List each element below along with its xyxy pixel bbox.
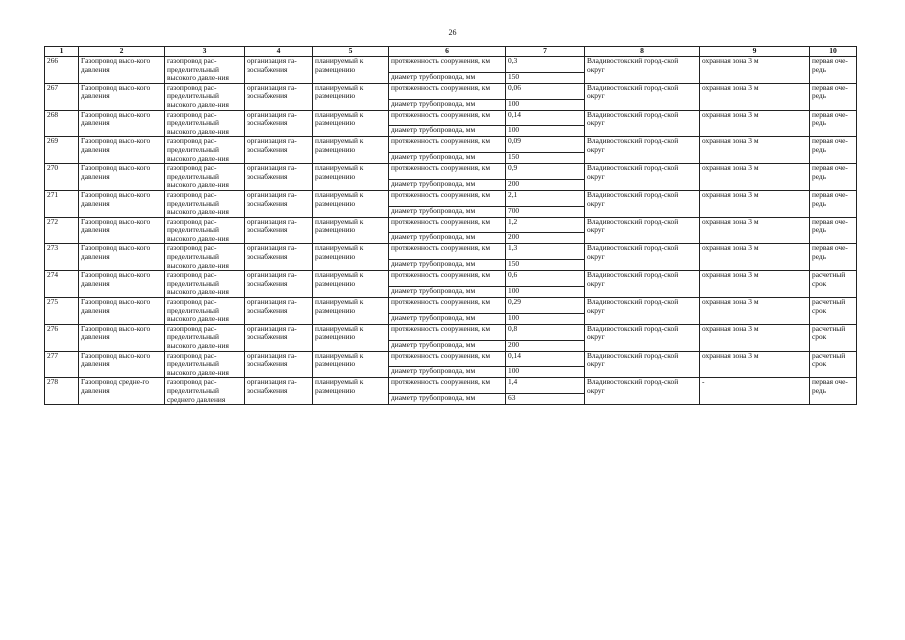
parameter-value-cell: 200	[506, 233, 585, 244]
zone-cell: охранная зона 3 м	[700, 351, 810, 378]
parameter-name-cell: протяженность сооружения, км	[389, 83, 506, 99]
parameter-value-cell: 1,3	[506, 244, 585, 260]
parameter-value-cell: 100	[506, 99, 585, 110]
header-cell: 2	[79, 47, 165, 57]
parameter-value-cell: 0,6	[506, 271, 585, 287]
table-row	[45, 137, 857, 153]
object-type-cell: газопровод рас-пределительный высокого давле-ния	[165, 351, 245, 378]
zone-cell: охранная зона 3 м	[700, 244, 810, 271]
parameter-value-cell: 2,1	[506, 190, 585, 206]
object-name-cell: Газопровод высо-кого давления	[79, 57, 165, 84]
status-cell: планируемый к размещению	[313, 244, 389, 271]
table-row	[45, 324, 857, 340]
parameter-value-cell: 0,14	[506, 351, 585, 367]
location-cell: Владивостокский город-ской округ	[585, 190, 700, 217]
location-cell: Владивостокский город-ской округ	[585, 83, 700, 110]
parameter-name-cell: протяженность сооружения, км	[389, 164, 506, 180]
row-number-cell: 275	[45, 298, 79, 325]
status-cell: планируемый к размещению	[313, 298, 389, 325]
parameter-value-cell: 0,8	[506, 324, 585, 340]
row-number-cell: 276	[45, 324, 79, 351]
organization-cell: организация га-зоснабжения	[245, 351, 313, 378]
status-cell: планируемый к размещению	[313, 83, 389, 110]
organization-cell: организация га-зоснабжения	[245, 324, 313, 351]
parameter-name-cell: диаметр трубопровода, мм	[389, 99, 506, 110]
parameter-name-cell: диаметр трубопровода, мм	[389, 153, 506, 164]
parameter-name-cell: диаметр трубопровода, мм	[389, 179, 506, 190]
table-row	[45, 244, 857, 260]
parameter-name-cell: диаметр трубопровода, мм	[389, 394, 506, 405]
parameter-value-cell: 0,9	[506, 164, 585, 180]
organization-cell: организация га-зоснабжения	[245, 83, 313, 110]
row-number-cell: 273	[45, 244, 79, 271]
table-row	[45, 217, 857, 233]
parameter-value-cell: 0,3	[506, 57, 585, 73]
zone-cell: охранная зона 3 м	[700, 298, 810, 325]
parameter-value-cell: 100	[506, 126, 585, 137]
organization-cell: организация га-зоснабжения	[245, 137, 313, 164]
zone-cell: -	[700, 378, 810, 405]
header-cell: 1	[45, 47, 79, 57]
table-row	[45, 83, 857, 99]
organization-cell: организация га-зоснабжения	[245, 378, 313, 405]
header-cell: 9	[700, 47, 810, 57]
parameter-value-cell: 1,2	[506, 217, 585, 233]
row-number-cell: 277	[45, 351, 79, 378]
location-cell: Владивостокский город-ской округ	[585, 164, 700, 191]
zone-cell: охранная зона 3 м	[700, 83, 810, 110]
header-cell: 5	[313, 47, 389, 57]
parameter-value-cell: 150	[506, 153, 585, 164]
object-name-cell: Газопровод высо-кого давления	[79, 351, 165, 378]
location-cell: Владивостокский город-ской округ	[585, 271, 700, 298]
status-cell: планируемый к размещению	[313, 57, 389, 84]
zone-cell: охранная зона 3 м	[700, 164, 810, 191]
row-number-cell: 274	[45, 271, 79, 298]
table-row	[45, 110, 857, 126]
parameter-value-cell: 0,06	[506, 83, 585, 99]
header-cell: 7	[506, 47, 585, 57]
object-name-cell: Газопровод высо-кого давления	[79, 217, 165, 244]
object-type-cell: газопровод рас-пределительный высокого давле-ния	[165, 57, 245, 84]
status-cell: планируемый к размещению	[313, 271, 389, 298]
object-type-cell: газопровод рас-пределительный высокого давле-ния	[165, 244, 245, 271]
zone-cell: охранная зона 3 м	[700, 217, 810, 244]
object-type-cell: газопровод рас-пределительный высокого давле-ния	[165, 83, 245, 110]
row-number-cell: 269	[45, 137, 79, 164]
row-number-cell: 270	[45, 164, 79, 191]
zone-cell: охранная зона 3 м	[700, 271, 810, 298]
status-cell: планируемый к размещению	[313, 190, 389, 217]
parameter-name-cell: протяженность сооружения, км	[389, 190, 506, 206]
parameter-name-cell: протяженность сооружения, км	[389, 137, 506, 153]
object-name-cell: Газопровод средне-го давления	[79, 378, 165, 405]
organization-cell: организация га-зоснабжения	[245, 164, 313, 191]
organization-cell: организация га-зоснабжения	[245, 298, 313, 325]
parameter-value-cell: 0,14	[506, 110, 585, 126]
parameter-name-cell: протяженность сооружения, км	[389, 378, 506, 394]
parameter-value-cell: 150	[506, 72, 585, 83]
term-cell: первая оче-редь	[810, 244, 857, 271]
organization-cell: организация га-зоснабжения	[245, 190, 313, 217]
status-cell: планируемый к размещению	[313, 324, 389, 351]
parameter-value-cell: 1,4	[506, 378, 585, 394]
term-cell: расчетный срок	[810, 351, 857, 378]
term-cell: первая оче-редь	[810, 217, 857, 244]
object-type-cell: газопровод рас-пределительный высокого давле-ния	[165, 324, 245, 351]
row-number-cell: 271	[45, 190, 79, 217]
parameter-name-cell: диаметр трубопровода, мм	[389, 367, 506, 378]
object-type-cell: газопровод рас-пределительный высокого давле-ния	[165, 271, 245, 298]
status-cell: планируемый к размещению	[313, 137, 389, 164]
location-cell: Владивостокский город-ской округ	[585, 298, 700, 325]
table-header-row	[45, 47, 857, 57]
object-name-cell: Газопровод высо-кого давления	[79, 110, 165, 137]
table-row	[45, 190, 857, 206]
parameter-name-cell: протяженность сооружения, км	[389, 324, 506, 340]
table-row	[45, 298, 857, 314]
object-name-cell: Газопровод высо-кого давления	[79, 190, 165, 217]
parameter-name-cell: диаметр трубопровода, мм	[389, 206, 506, 217]
object-name-cell: Газопровод высо-кого давления	[79, 298, 165, 325]
row-number-cell: 267	[45, 83, 79, 110]
object-name-cell: Газопровод высо-кого давления	[79, 324, 165, 351]
term-cell: расчетный срок	[810, 271, 857, 298]
parameter-value-cell: 0,29	[506, 298, 585, 314]
parameter-value-cell: 700	[506, 206, 585, 217]
zone-cell: охранная зона 3 м	[700, 324, 810, 351]
parameter-value-cell: 100	[506, 313, 585, 324]
object-name-cell: Газопровод высо-кого давления	[79, 164, 165, 191]
term-cell: первая оче-редь	[810, 190, 857, 217]
parameter-name-cell: протяженность сооружения, км	[389, 271, 506, 287]
parameter-name-cell: диаметр трубопровода, мм	[389, 126, 506, 137]
header-cell: 3	[165, 47, 245, 57]
status-cell: планируемый к размещению	[313, 164, 389, 191]
table-row	[45, 351, 857, 367]
parameter-name-cell: диаметр трубопровода, мм	[389, 340, 506, 351]
status-cell: планируемый к размещению	[313, 217, 389, 244]
object-type-cell: газопровод рас-пределительный высокого давле-ния	[165, 298, 245, 325]
location-cell: Владивостокский город-ской округ	[585, 324, 700, 351]
object-type-cell: газопровод рас-пределительный высокого давле-ния	[165, 164, 245, 191]
parameter-value-cell: 200	[506, 340, 585, 351]
parameter-name-cell: диаметр трубопровода, мм	[389, 313, 506, 324]
term-cell: первая оче-редь	[810, 137, 857, 164]
term-cell: расчетный срок	[810, 324, 857, 351]
status-cell: планируемый к размещению	[313, 110, 389, 137]
term-cell: первая оче-редь	[810, 164, 857, 191]
parameter-name-cell: диаметр трубопровода, мм	[389, 260, 506, 271]
object-name-cell: Газопровод высо-кого давления	[79, 244, 165, 271]
parameter-value-cell: 150	[506, 260, 585, 271]
status-cell: планируемый к размещению	[313, 378, 389, 405]
term-cell: первая оче-редь	[810, 57, 857, 84]
row-number-cell: 268	[45, 110, 79, 137]
parameter-name-cell: протяженность сооружения, км	[389, 298, 506, 314]
location-cell: Владивостокский город-ской округ	[585, 244, 700, 271]
parameter-name-cell: диаметр трубопровода, мм	[389, 233, 506, 244]
parameter-name-cell: протяженность сооружения, км	[389, 57, 506, 73]
table-body	[45, 57, 857, 405]
table-row	[45, 164, 857, 180]
object-name-cell: Газопровод высо-кого давления	[79, 137, 165, 164]
location-cell: Владивостокский город-ской округ	[585, 351, 700, 378]
parameter-value-cell: 200	[506, 179, 585, 190]
zone-cell: охранная зона 3 м	[700, 137, 810, 164]
term-cell: расчетный срок	[810, 298, 857, 325]
parameter-name-cell: протяженность сооружения, км	[389, 351, 506, 367]
object-type-cell: газопровод рас-пределительный высокого давле-ния	[165, 217, 245, 244]
location-cell: Владивостокский город-ской округ	[585, 378, 700, 405]
parameter-value-cell: 63	[506, 394, 585, 405]
row-number-cell: 266	[45, 57, 79, 84]
parameter-name-cell: диаметр трубопровода, мм	[389, 72, 506, 83]
header-cell: 8	[585, 47, 700, 57]
organization-cell: организация га-зоснабжения	[245, 217, 313, 244]
term-cell: первая оче-редь	[810, 83, 857, 110]
term-cell: первая оче-редь	[810, 110, 857, 137]
object-name-cell: Газопровод высо-кого давления	[79, 271, 165, 298]
location-cell: Владивостокский город-ской округ	[585, 217, 700, 244]
header-cell: 10	[810, 47, 857, 57]
header-cell: 4	[245, 47, 313, 57]
term-cell: первая оче-редь	[810, 378, 857, 405]
parameter-name-cell: диаметр трубопровода, мм	[389, 287, 506, 298]
object-type-cell: газопровод рас-пределительный высокого давле-ния	[165, 137, 245, 164]
location-cell: Владивостокский город-ской округ	[585, 110, 700, 137]
parameter-name-cell: протяженность сооружения, км	[389, 217, 506, 233]
parameter-name-cell: протяженность сооружения, км	[389, 244, 506, 260]
row-number-cell: 278	[45, 378, 79, 405]
organization-cell: организация га-зоснабжения	[245, 271, 313, 298]
organization-cell: организация га-зоснабжения	[245, 57, 313, 84]
location-cell: Владивостокский город-ской округ	[585, 137, 700, 164]
parameter-value-cell: 100	[506, 367, 585, 378]
zone-cell: охранная зона 3 м	[700, 110, 810, 137]
object-type-cell: газопровод рас-пределительный высокого давле-ния	[165, 190, 245, 217]
object-type-cell: газопровод рас-пределительный среднего давления	[165, 378, 245, 405]
object-name-cell: Газопровод высо-кого давления	[79, 83, 165, 110]
header-cell: 6	[389, 47, 506, 57]
zone-cell: охранная зона 3 м	[700, 57, 810, 84]
row-number-cell: 272	[45, 217, 79, 244]
status-cell: планируемый к размещению	[313, 351, 389, 378]
registry-table	[44, 46, 857, 405]
parameter-name-cell: протяженность сооружения, км	[389, 110, 506, 126]
parameter-value-cell: 0,09	[506, 137, 585, 153]
table-row	[45, 378, 857, 394]
table-row	[45, 271, 857, 287]
object-type-cell: газопровод рас-пределительный высокого давле-ния	[165, 110, 245, 137]
table-row	[45, 57, 857, 73]
organization-cell: организация га-зоснабжения	[245, 244, 313, 271]
location-cell: Владивостокский город-ской округ	[585, 57, 700, 84]
zone-cell: охранная зона 3 м	[700, 190, 810, 217]
page-number: 26	[448, 28, 457, 37]
organization-cell: организация га-зоснабжения	[245, 110, 313, 137]
parameter-value-cell: 100	[506, 287, 585, 298]
